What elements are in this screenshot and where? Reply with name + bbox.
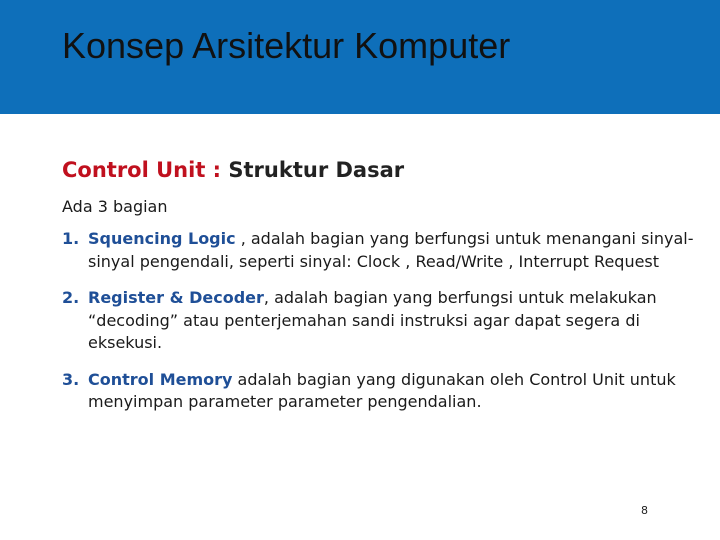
slide-title: Konsep Arsitektur Komputer: [62, 25, 511, 66]
section-heading-main: Struktur Dasar: [228, 158, 405, 182]
intro-text: Ada 3 bagian: [62, 197, 168, 216]
list-item: [62, 369, 702, 414]
list-item: [62, 287, 702, 355]
item-title: Register & Decoder: [88, 288, 264, 307]
page-number: 8: [641, 504, 648, 517]
item-body: adalah bagian yang digunakan oleh Control Unit untuk menyimpan parameter parameter pengendalian.: [88, 369, 676, 411]
list-item: [62, 228, 702, 273]
section-heading-accent: Control Unit :: [62, 158, 222, 182]
item-list: [62, 228, 702, 428]
item-body: , adalah bagian yang berfungsi untuk menangani sinyal-sinyal pengendali, seperti sinyal: Clock , Read/Write , Interrupt Request: [88, 229, 694, 271]
item-title: Squencing Logic: [88, 229, 236, 248]
header-bar: [0, 0, 720, 114]
item-body: , adalah bagian yang berfungsi untuk melakukan “decoding” atau penterjemahan sandi instruksi agar dapat segera di eksekusi.: [88, 288, 657, 352]
item-number: 2.: [62, 288, 80, 307]
item-number: 1.: [62, 229, 80, 248]
item-number: 3.: [62, 369, 80, 389]
item-title: Control Memory: [88, 369, 233, 389]
section-heading: [62, 156, 404, 184]
